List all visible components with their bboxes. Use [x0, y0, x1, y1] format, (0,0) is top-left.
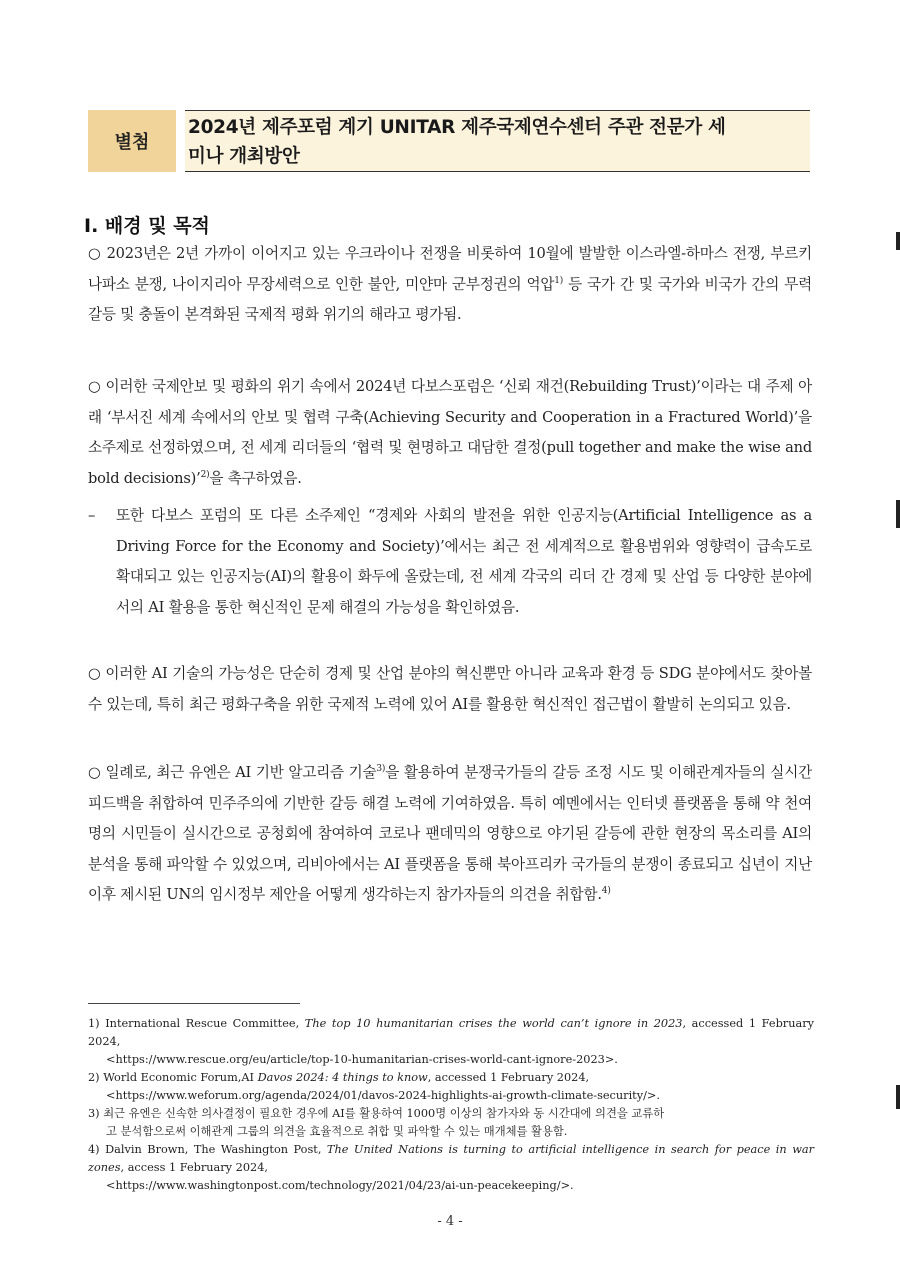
paragraph-3 [88, 659, 812, 720]
document-title-line1: 2024년 제주포럼 계기 UNITAR 제주국제연수센터 주관 전문가 세 [188, 117, 726, 138]
attachment-badge: 별첨 [88, 110, 176, 172]
paragraph-4-text: ○ 일례로, 최근 유엔은 AI 기반 알고리즘 기술 [88, 764, 377, 781]
footnote-access: , accessed 1 February 2024, [427, 1071, 590, 1084]
footnote-url[interactable]: <https://www.rescue.org/eu/article/top-10-humanitarian-crises-world-cant-ignore-2023>. [106, 1053, 618, 1066]
footnote-ref-1[interactable]: 1) [554, 275, 564, 286]
footnote-url[interactable]: <https://www.weforum.org/agenda/2024/01/davos-2024-highlights-ai-growth-climate-security/>. [106, 1089, 660, 1102]
section-title: Ⅰ. 배경 및 목적 [84, 215, 210, 237]
footnote-text: 최근 유엔은 신속한 의사결정이 필요한 경우에 AI를 활용하여 1000명 이상의 참가자와 동 시간대에 의견을 교류하 [103, 1107, 665, 1120]
footnote-ref-2[interactable]: 2) [200, 469, 210, 480]
document-title-line2: 미나 개최방안 [188, 146, 300, 167]
footnote-ref-4[interactable]: 4) [601, 886, 611, 897]
footnote-source: International Rescue Committee, [105, 1017, 305, 1030]
paragraph-1 [88, 239, 812, 331]
footnote-1 [88, 1015, 814, 1069]
dash-item-1-text: 또한 다보스 포럼의 또 다른 소주제인 “경제와 사회의 발전을 위한 인공지능(Artificial Intelligence as a Driving Force for the Economy and Society)’에서는 최근 전 세계적으로 활용범위와 영향력이 급속도로 확대되고 있는 인공지능(AI)의 활용이 화두에 올랐는데, 전 세계 각국의 리더 간 경제 및 산업 등 다양한 분야에서의 AI 활용을 통한 혁신적인 문제 해결의 가능성을 확인하였음. [116, 507, 812, 616]
dash-bullet: – [88, 507, 96, 524]
footnote-title: The top 10 humanitarian crises the world can’t ignore in 2023 [304, 1017, 683, 1030]
footnote-ref-3[interactable]: 3) [376, 764, 386, 775]
edge-mark [896, 232, 900, 250]
paragraph-4-text-end: 을 활용하여 분쟁국가들의 갈등 조정 시도 및 이해관계자들의 실시간 피드백을 취합하여 민주주의에 기반한 갈등 해결 노력에 기여하였음. 특히 예멘에서는 인터넷 플랫폼을 통해 약 천여 명의 시민들이 실시간으로 공청회에 참여하여 코로나 팬데믹의 영향으로 야기된 갈등에 관한 현장의 목소리를 AI의 분석을 통해 파악할 수 있었으며, 리비아에서는 AI 플랫폼을 통해 북아프리카 국가들의 분쟁이 종료되고 십년이 지난 이후 제시된 UN의 임시정부 제안을 어떻게 생각하는지 참가자들의 의견을 취합함. [88, 764, 812, 903]
footnote-access: , access 1 February 2024, [120, 1161, 268, 1174]
footnote-4 [88, 1141, 814, 1195]
footnote-source: World Economic Forum,AI [103, 1071, 258, 1084]
footnote-2 [88, 1069, 814, 1105]
paragraph-2 [88, 372, 812, 494]
edge-mark [896, 1085, 900, 1109]
footnotes [88, 1015, 814, 1195]
paragraph-2-text: ○ 이러한 국제안보 및 평화의 위기 속에서 2024년 다보스포럼은 ‘신뢰 재건(Rebuilding Trust)’이라는 대 주제 아래 ‘부서진 세계 속에서의 안보 및 협력 구축(Achieving Security and Cooperation in a Fractured World)’을 소주제로 선정하였으며, 전 세계 리더들의 ‘협력 및 현명하고 대담한 결정(pull together and make the wise and bold decisions)’ [88, 378, 812, 487]
attachment-header [88, 110, 810, 172]
footnote-divider [88, 1003, 300, 1004]
paragraph-3-text: ○ 이러한 AI 기술의 가능성은 단순히 경제 및 산업 분야의 혁신뿐만 아니라 교육과 환경 등 SDG 분야에서도 찾아볼 수 있는데, 특히 최근 평화구축을 위한 국제적 노력에 있어 AI를 활용한 혁신적인 접근법이 활발히 논의되고 있음. [88, 665, 812, 713]
footnote-access: , accessed 1 February 2024, [88, 1017, 814, 1048]
footnote-title: Davos 2024: 4 things to know [257, 1071, 428, 1084]
paragraph-2-text-end: 을 촉구하였음. [209, 469, 302, 487]
paragraph-1-text-end: 등 국가 간 및 국가와 비국가 간의 무력 갈등 및 충돌이 본격화된 국제적 평화 위기의 해라고 평가됨. [88, 275, 812, 323]
footnote-number: 3) [88, 1107, 100, 1120]
footnote-3 [88, 1105, 814, 1141]
edge-mark [896, 500, 900, 528]
footnote-number: 2) [88, 1071, 100, 1084]
footnote-number: 4) [88, 1143, 100, 1156]
paragraph-4 [88, 758, 812, 911]
footnote-number: 1) [88, 1017, 100, 1030]
footnote-text-cont: 고 분석함으로써 이해관계 그룹의 의견을 효율적으로 취합 및 파악할 수 있는 매개체를 활용함. [106, 1125, 568, 1138]
footnote-title: The United Nations is turning to artificial intelligence in search for peace in war zones [88, 1143, 814, 1174]
page-number: - 4 - [437, 1214, 463, 1229]
footnote-url[interactable]: <https://www.washingtonpost.com/technology/2021/04/23/ai-un-peacekeeping/>. [106, 1179, 574, 1192]
document-title [185, 110, 810, 172]
paragraph-1-text: ○ 2023년은 2년 가까이 이어지고 있는 우크라이나 전쟁을 비롯하여 10월에 발발한 이스라엘-하마스 전쟁, 부르키나파소 분쟁, 나이지리아 무장세력으로 인한 불안, 미얀마 군부정권의 억압 [88, 245, 812, 293]
footnote-source: Dalvin Brown, The Washington Post, [105, 1143, 327, 1156]
dash-item-1 [88, 501, 812, 623]
